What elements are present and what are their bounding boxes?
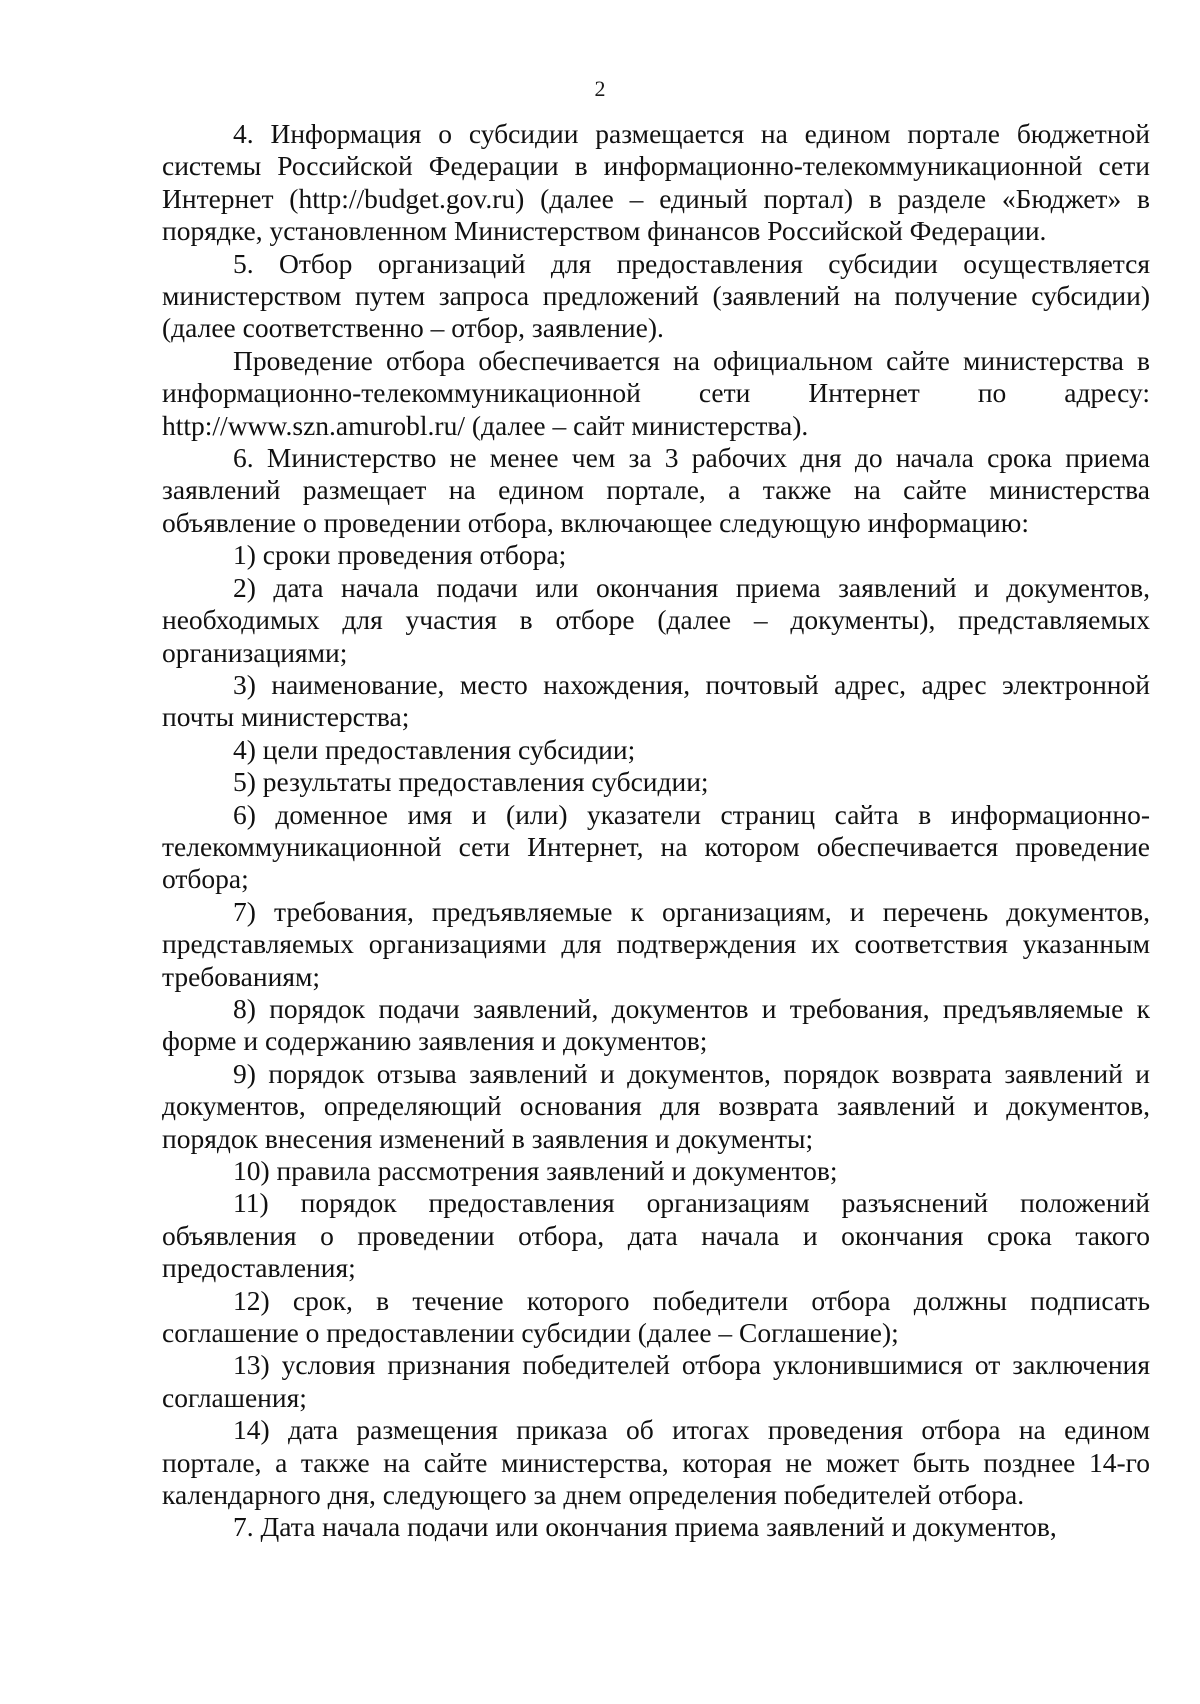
list-item-11: 11) порядок предоставления организациям разъяснений положений объявления о проведении отбора, дата начала и окончания срока такого предоставления; xyxy=(162,1187,1150,1284)
list-item-10: 10) правила рассмотрения заявлений и документов; xyxy=(233,1155,838,1186)
paragraph-4: 4. Информация о субсидии размещается на едином портале бюджетной системы Российской Федерации в информационно-телекоммуникационной сети Интернет (http://budget.gov.ru) (далее – единый портал) в разделе «Бюджет» в порядке, установленном Министерством финансов Российской Федерации. xyxy=(162,118,1150,247)
list-item-3: 3) наименование, место нахождения, почтовый адрес, адрес электронной почты министерства; xyxy=(162,668,1150,733)
list-item-6: 6) доменное имя и (или) указатели страниц сайта в информационно-телекоммуникационной сети Интернет, на котором обеспечивается проведение отбора; xyxy=(162,798,1150,895)
paragraph-7: 7. Дата начала подачи или окончания приема заявлений и документов, xyxy=(233,1511,1057,1543)
page-number: 2 xyxy=(594,76,606,101)
list-item-4: 4) цели предоставления субсидии; xyxy=(233,733,636,765)
list-item-14: 14) дата размещения приказа об итогах проведения отбора на едином портале, а также на сайте министерства, которая не может быть позднее 14-го календарного дня, следующего за днем определения победителей отбора. xyxy=(162,1414,1150,1511)
list-item-2: 2) дата начала подачи или окончания приема заявлений и документов, необходимых для участия в отборе (далее – документы), представляемых организациями; xyxy=(162,571,1150,668)
paragraph-6: 6. Министерство не менее чем за 3 рабочих дня до начала срока приема заявлений размещает на едином портале, а также на сайте министерства объявление о проведении отбора, включающее следующую информацию: xyxy=(162,442,1150,538)
paragraph-selection-site: Проведение отбора обеспечивается на официальном сайте министерства в информационно-телекоммуникационной сети Интернет по адресу: http://www.szn.amurobl.ru/ (далее – сайт министерства). xyxy=(162,344,1150,441)
list-item-7: 7) требования, предъявляемые к организациям, и перечень документов, представляемых организациями для подтверждения их соответствия указанным требованиям; xyxy=(162,895,1150,992)
list-item-5: 5) результаты предоставления субсидии; xyxy=(233,766,709,798)
list-item-8: 8) порядок подачи заявлений, документов и требования, предъявляемые к форме и содержанию заявления и документов; xyxy=(162,992,1150,1057)
list-item-13: 13) условия признания победителей отбора уклонившимися от заключения соглашения; xyxy=(162,1349,1150,1413)
list-item-9: 9) порядок отзыва заявлений и документов, порядок возврата заявлений и документов, определяющий основания для возврата заявлений и документов, порядок внесения изменений в заявления и документы; xyxy=(162,1057,1150,1154)
document-body xyxy=(162,118,1150,1544)
paragraph-5: 5. Отбор организаций для предоставления субсидии осуществляется министерством путем запроса предложений (заявлений на получение субсидии) (далее соответственно – отбор, заявление). xyxy=(162,247,1150,344)
list-item-1: 1) сроки проведения отбора; xyxy=(233,539,567,571)
list-item-12: 12) срок, в течение которого победители отбора должны подписать соглашение о предоставлении субсидии (далее – Соглашение); xyxy=(162,1284,1150,1349)
